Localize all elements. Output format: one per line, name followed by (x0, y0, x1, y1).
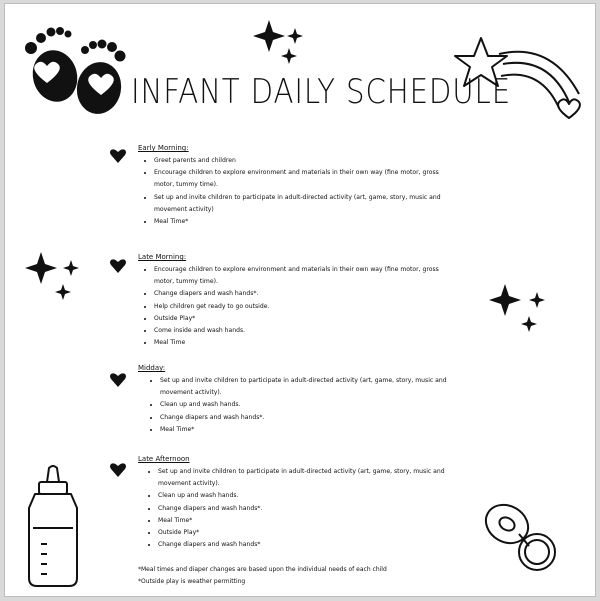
section-heading: Midday: (138, 364, 166, 372)
section-heading: Late Morning: (138, 253, 187, 261)
list-item: • Clean up and wash hands. (160, 399, 460, 411)
heart-icon (109, 372, 127, 388)
heart-icon (109, 148, 127, 164)
footnotes (138, 564, 387, 588)
heart-icon (109, 462, 127, 478)
list-item: • Meal Time (154, 337, 454, 349)
pacifier-icon (477, 494, 567, 578)
footnote: *Meal times and diaper changes are based upon the individual needs of each child (138, 566, 387, 573)
list-item: • Set up and invite children to participate in adult-directed activity (art, game, story, music and movement activity). (160, 375, 460, 399)
item-list (144, 155, 454, 228)
footprints-icon (13, 18, 131, 122)
list-item: • Change diapers and wash hands*. (154, 288, 454, 300)
list-item: • Outside Play* (158, 527, 458, 539)
list-item: • Come inside and wash hands. (154, 325, 454, 337)
list-item: • Change diapers and wash hands*. (158, 503, 458, 515)
list-item: • Meal Time* (154, 216, 454, 228)
list-item: • Encourage children to explore environment and materials in their own way (fine motor, gross motor, tummy time). (154, 167, 454, 191)
list-item: • Greet parents and children (154, 155, 454, 167)
list-item: • Outside Play* (154, 313, 454, 325)
sparkles-icon (23, 248, 85, 306)
section-heading: Late Afternoon (138, 455, 190, 463)
list-item: • Encourage children to explore environment and materials in their own way (fine motor, gross motor, tummy time). (154, 264, 454, 288)
footnote: *Outside play is weather permitting (138, 578, 246, 585)
list-item: • Set up and invite children to participate in adult-directed activity (art, game, story, music and movement activity). (158, 466, 458, 490)
heart-icon (109, 258, 127, 274)
page-title: INFANT DAILY SCHEDULE (131, 72, 512, 112)
list-item: • Meal Time* (158, 515, 458, 527)
list-item: • Help children get ready to go outside. (154, 301, 454, 313)
item-list (148, 466, 458, 551)
list-item: • Meal Time* (160, 424, 460, 436)
section-heading: Early Morning: (138, 144, 189, 152)
list-item: • Clean up and wash hands. (158, 490, 458, 502)
list-item: • Change diapers and wash hands*. (160, 412, 460, 424)
sparkles-icon (485, 282, 551, 340)
baby-bottle-icon (23, 464, 83, 590)
item-list (150, 375, 460, 436)
sparkles-icon (249, 16, 309, 68)
document-page (4, 3, 596, 597)
item-list (144, 264, 454, 349)
list-item: • Set up and invite children to participate in adult-directed activity (art, game, story, music and movement activity) (154, 192, 454, 216)
list-item: • Change diapers and wash hands* (158, 539, 458, 551)
